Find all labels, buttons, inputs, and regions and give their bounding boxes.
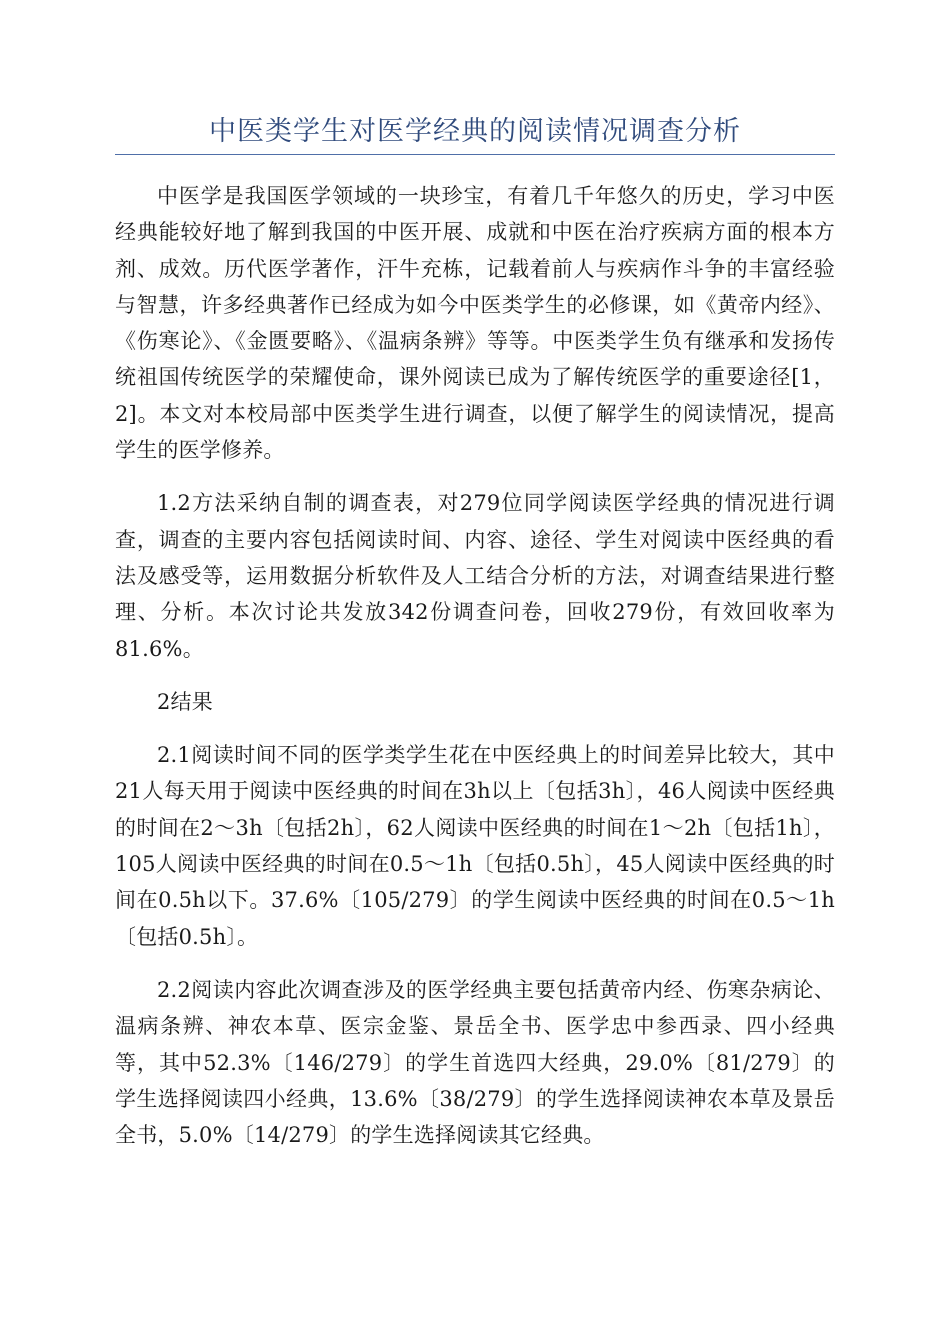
document-title: 中医类学生对医学经典的阅读情况调查分析 [209, 116, 741, 147]
reading-time-paragraph: 2.1阅读时间不同的医学类学生花在中医经典上的时间差异比较大，其中21人每天用于阅读中医经典的时间在3h以上〔包括3h〕，46人阅读中医经典的时间在2～3h〔包括2h〕，62人阅读中医经典的时间在1～2h〔包括1h〕，105人阅读中医经典的时间在0.5～1h〔包括0.5h〕，45人阅读中医经典的时间在0.5h以下。37.6%〔105/279〕的学生阅读中医经典的时间在0.5～1h〔包括0.5h〕。 [115, 743, 835, 949]
intro-paragraph: 中医学是我国医学领域的一块珍宝，有着几千年悠久的历史，学习中医经典能较好地了解到我国的中医开展、成就和中医在治疗疾病方面的根本方剂、成效。历代医学著作，汗牛充栋，记载着前人与疾病作斗争的丰富经验与智慧，许多经典著作已经成为如今中医类学生的必修课，如《黄帝内经》、《伤寒论》、《金匮要略》、《温病条辨》等等。中医类学生负有继承和发扬传统祖国传统医学的荣耀使命，课外阅读已成为了解传统医学的重要途径[1，2]。本文对本校局部中医类学生进行调查，以便了解学生的阅读情况，提高学生的医学修养。 [115, 184, 835, 463]
results-heading: 2结果 [157, 689, 213, 714]
methods-paragraph: 1.2方法采纳自制的调查表，对279位同学阅读医学经典的情况进行调查，调查的主要内容包括阅读时间、内容、途径、学生对阅读中医经典的看法及感受等，运用数据分析软件及人工结合分析的方法，对调查结果进行整理、分析。本次讨论共发放342份调查问卷，回收279份，有效回收率为81.6%。 [115, 491, 835, 661]
title-underline [115, 154, 835, 155]
document-body [115, 178, 835, 1170]
reading-content-paragraph: 2.2阅读内容此次调查涉及的医学经典主要包括黄帝内经、伤寒杂病论、温病条辨、神农本草、医宗金鉴、景岳全书、医学忠中参西录、四小经典等，其中52.3%〔146/279〕的学生首选四大经典，29.0%〔81/279〕的学生选择阅读四小经典，13.6%〔38/279〕的学生选择阅读神农本草及景岳全书，5.0%〔14/279〕的学生选择阅读其它经典。 [115, 977, 835, 1148]
